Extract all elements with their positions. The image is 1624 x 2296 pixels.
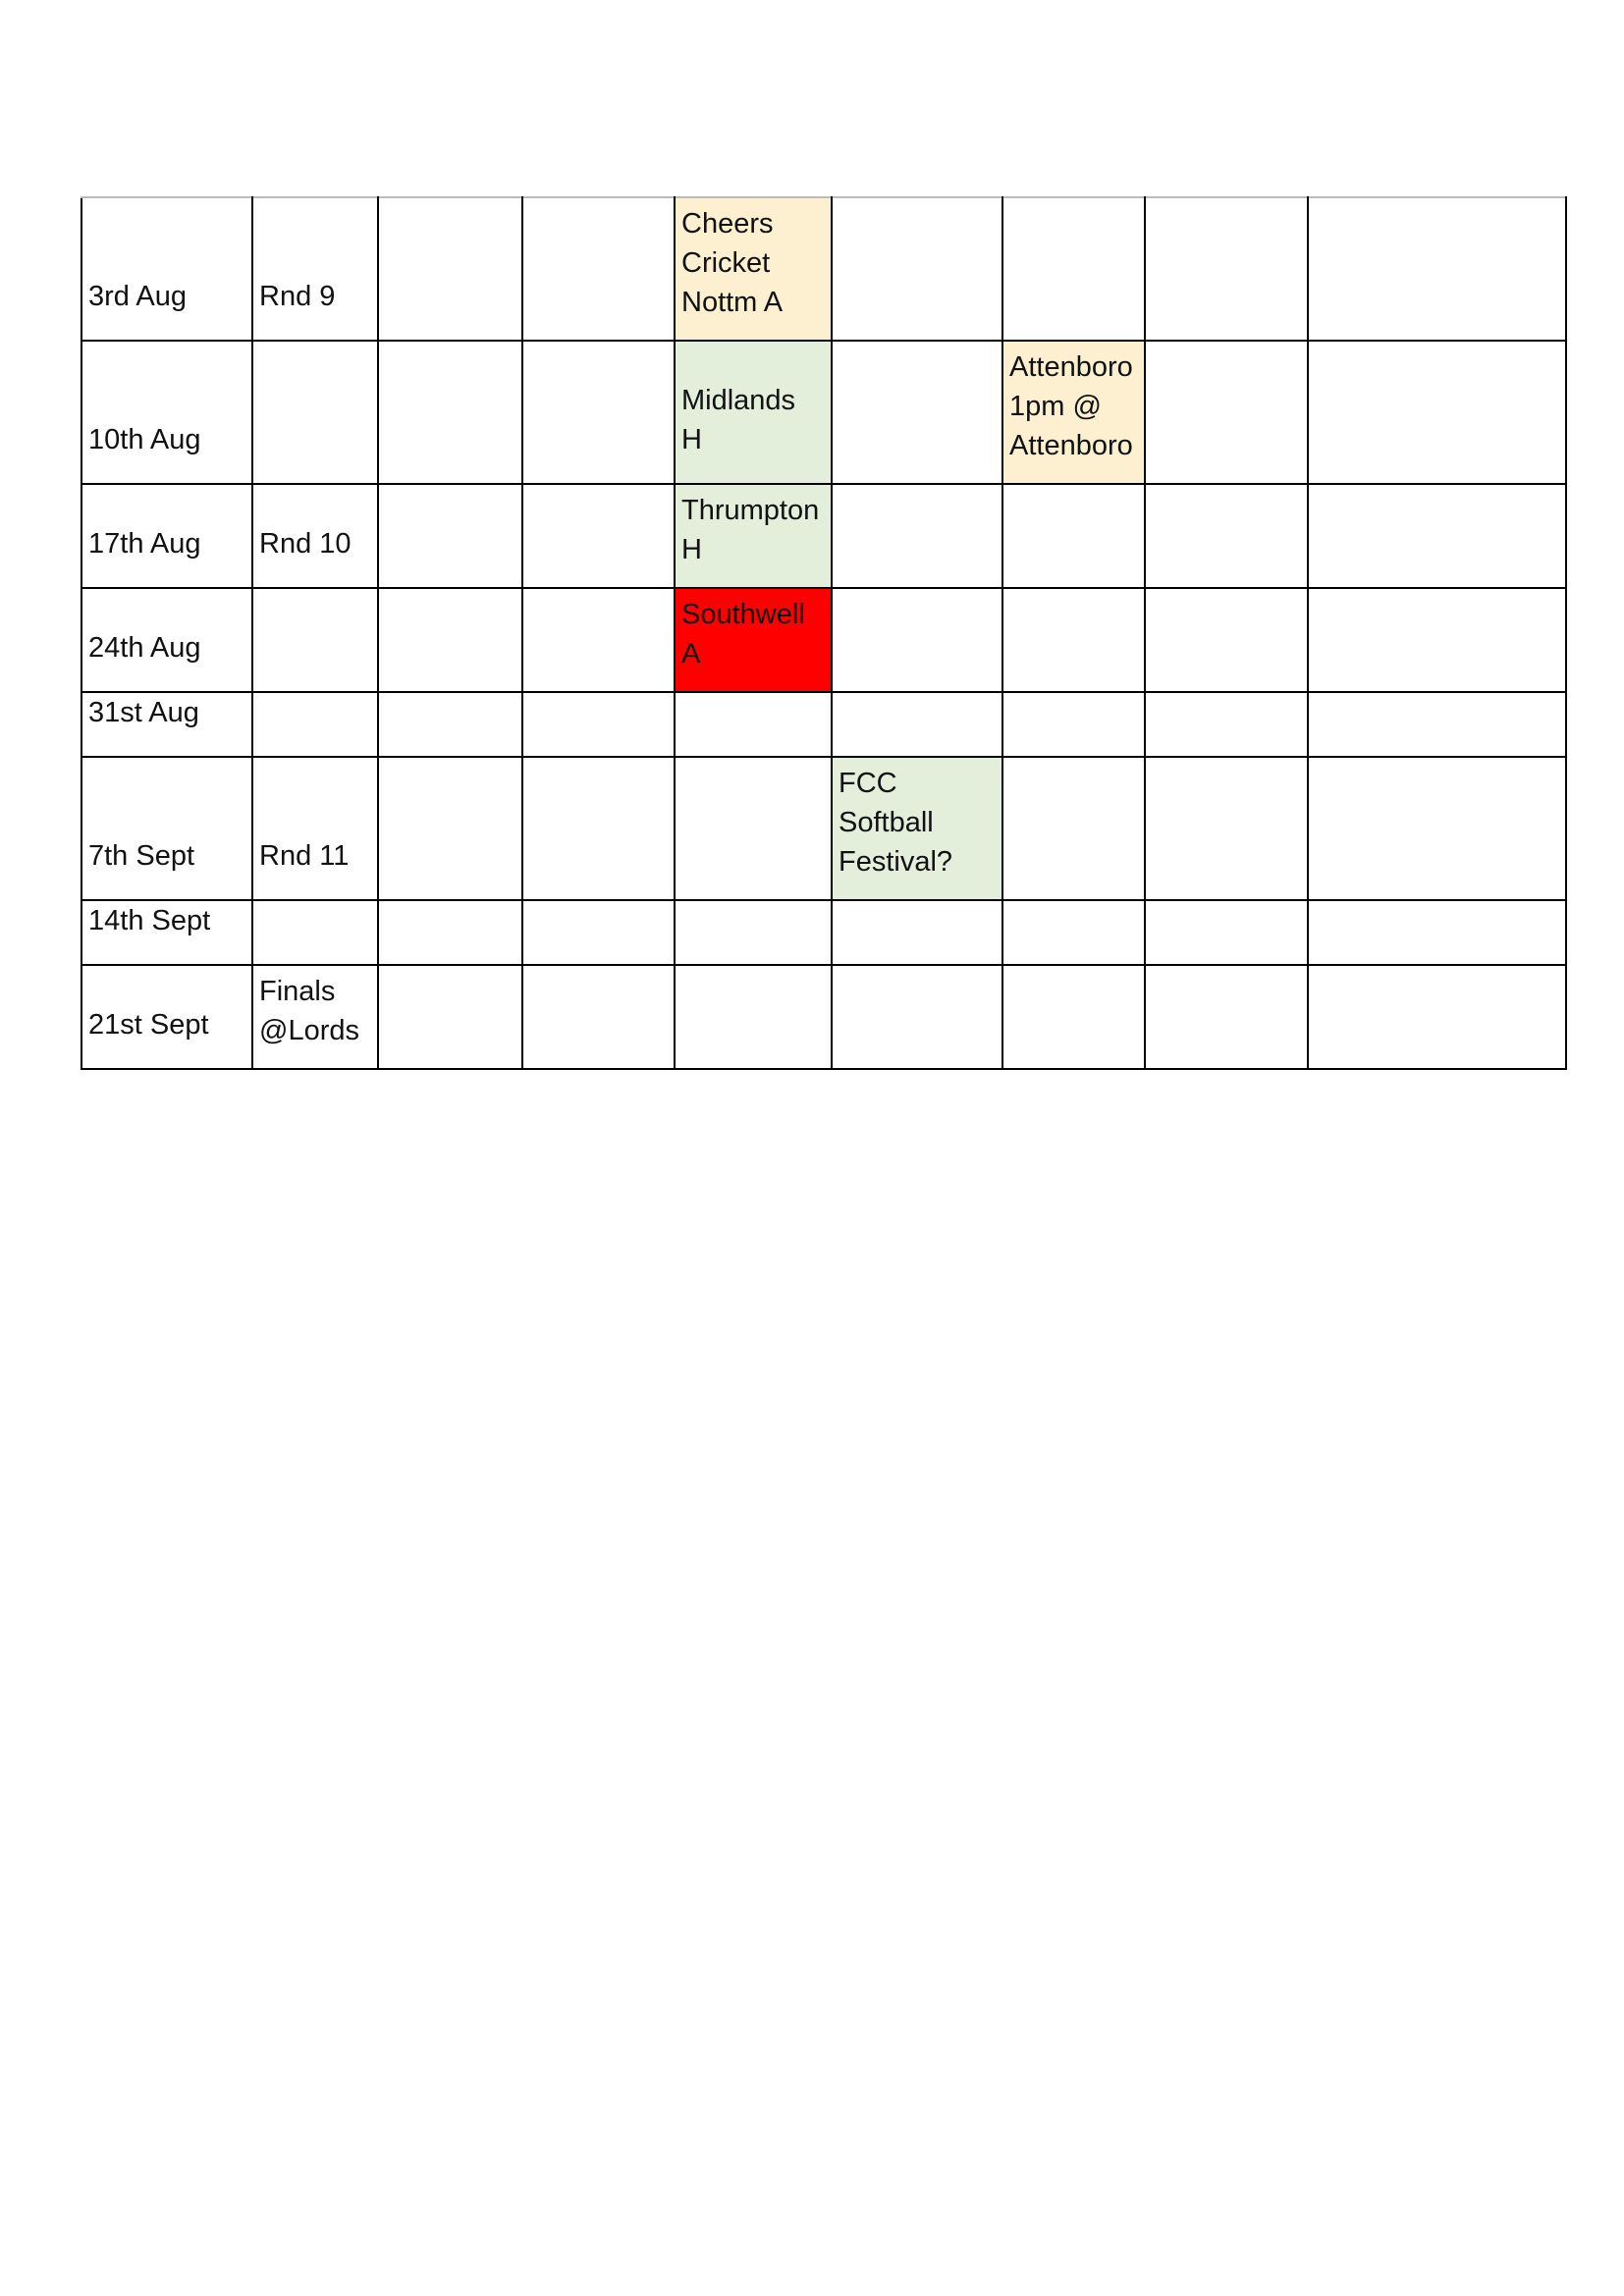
empty-cell xyxy=(832,588,1002,692)
round-cell xyxy=(252,341,378,484)
empty-cell xyxy=(1002,900,1145,965)
empty-cell xyxy=(378,341,522,484)
empty-cell xyxy=(378,965,522,1069)
empty-cell xyxy=(1145,900,1308,965)
empty-cell xyxy=(522,692,675,757)
empty-cell xyxy=(1145,588,1308,692)
empty-cell xyxy=(522,965,675,1069)
empty-cell xyxy=(378,588,522,692)
fixture-cell: FCC Softball Festival? xyxy=(832,757,1002,900)
round-cell: Rnd 11 xyxy=(252,757,378,900)
empty-cell xyxy=(522,588,675,692)
empty-cell xyxy=(1308,341,1566,484)
empty-cell xyxy=(522,757,675,900)
date-cell: 7th Sept xyxy=(81,757,252,900)
empty-cell xyxy=(522,197,675,341)
table-row xyxy=(81,484,1566,588)
table-row xyxy=(81,197,1566,341)
empty-cell xyxy=(832,900,1002,965)
empty-cell xyxy=(832,692,1002,757)
empty-cell xyxy=(1308,197,1566,341)
date-cell: 14th Sept xyxy=(81,900,252,965)
empty-cell xyxy=(1145,197,1308,341)
empty-cell xyxy=(378,692,522,757)
table-row xyxy=(81,588,1566,692)
empty-cell xyxy=(832,197,1002,341)
empty-cell xyxy=(1308,692,1566,757)
table-row xyxy=(81,692,1566,757)
empty-cell xyxy=(378,484,522,588)
date-cell: 31st Aug xyxy=(81,692,252,757)
empty-cell xyxy=(1145,757,1308,900)
empty-cell xyxy=(1308,900,1566,965)
round-cell xyxy=(252,692,378,757)
fixture-table xyxy=(81,196,1567,1070)
fixture-cell: Attenboro 1pm @ Attenboro xyxy=(1002,341,1145,484)
empty-cell xyxy=(832,965,1002,1069)
empty-cell xyxy=(1002,197,1145,341)
empty-cell xyxy=(1308,484,1566,588)
empty-cell xyxy=(832,341,1002,484)
round-cell: Rnd 9 xyxy=(252,197,378,341)
empty-cell xyxy=(1308,965,1566,1069)
round-cell: Finals @Lords xyxy=(252,965,378,1069)
empty-cell xyxy=(1002,757,1145,900)
table-row xyxy=(81,341,1566,484)
empty-cell xyxy=(675,692,832,757)
fixture-cell: Southwell A xyxy=(675,588,832,692)
round-cell xyxy=(252,588,378,692)
empty-cell xyxy=(1002,965,1145,1069)
empty-cell xyxy=(675,965,832,1069)
date-cell: 17th Aug xyxy=(81,484,252,588)
empty-cell xyxy=(378,757,522,900)
date-cell: 24th Aug xyxy=(81,588,252,692)
empty-cell xyxy=(675,900,832,965)
empty-cell xyxy=(1145,484,1308,588)
fixture-cell: Thrumpton H xyxy=(675,484,832,588)
fixture-cell: Midlands H xyxy=(675,341,832,484)
empty-cell xyxy=(378,197,522,341)
empty-cell xyxy=(522,484,675,588)
empty-cell xyxy=(1308,757,1566,900)
empty-cell xyxy=(1002,484,1145,588)
empty-cell xyxy=(1145,341,1308,484)
fixture-cell: Cheers Cricket Nottm A xyxy=(675,197,832,341)
empty-cell xyxy=(1145,692,1308,757)
empty-cell xyxy=(522,900,675,965)
table-row xyxy=(81,900,1566,965)
table-row xyxy=(81,965,1566,1069)
round-cell: Rnd 10 xyxy=(252,484,378,588)
empty-cell xyxy=(1145,965,1308,1069)
empty-cell xyxy=(1308,588,1566,692)
empty-cell xyxy=(522,341,675,484)
empty-cell xyxy=(675,757,832,900)
empty-cell xyxy=(1002,588,1145,692)
table-row xyxy=(81,757,1566,900)
empty-cell xyxy=(832,484,1002,588)
date-cell: 21st Sept xyxy=(81,965,252,1069)
round-cell xyxy=(252,900,378,965)
empty-cell xyxy=(378,900,522,965)
date-cell: 10th Aug xyxy=(81,341,252,484)
empty-cell xyxy=(1002,692,1145,757)
date-cell: 3rd Aug xyxy=(81,197,252,341)
